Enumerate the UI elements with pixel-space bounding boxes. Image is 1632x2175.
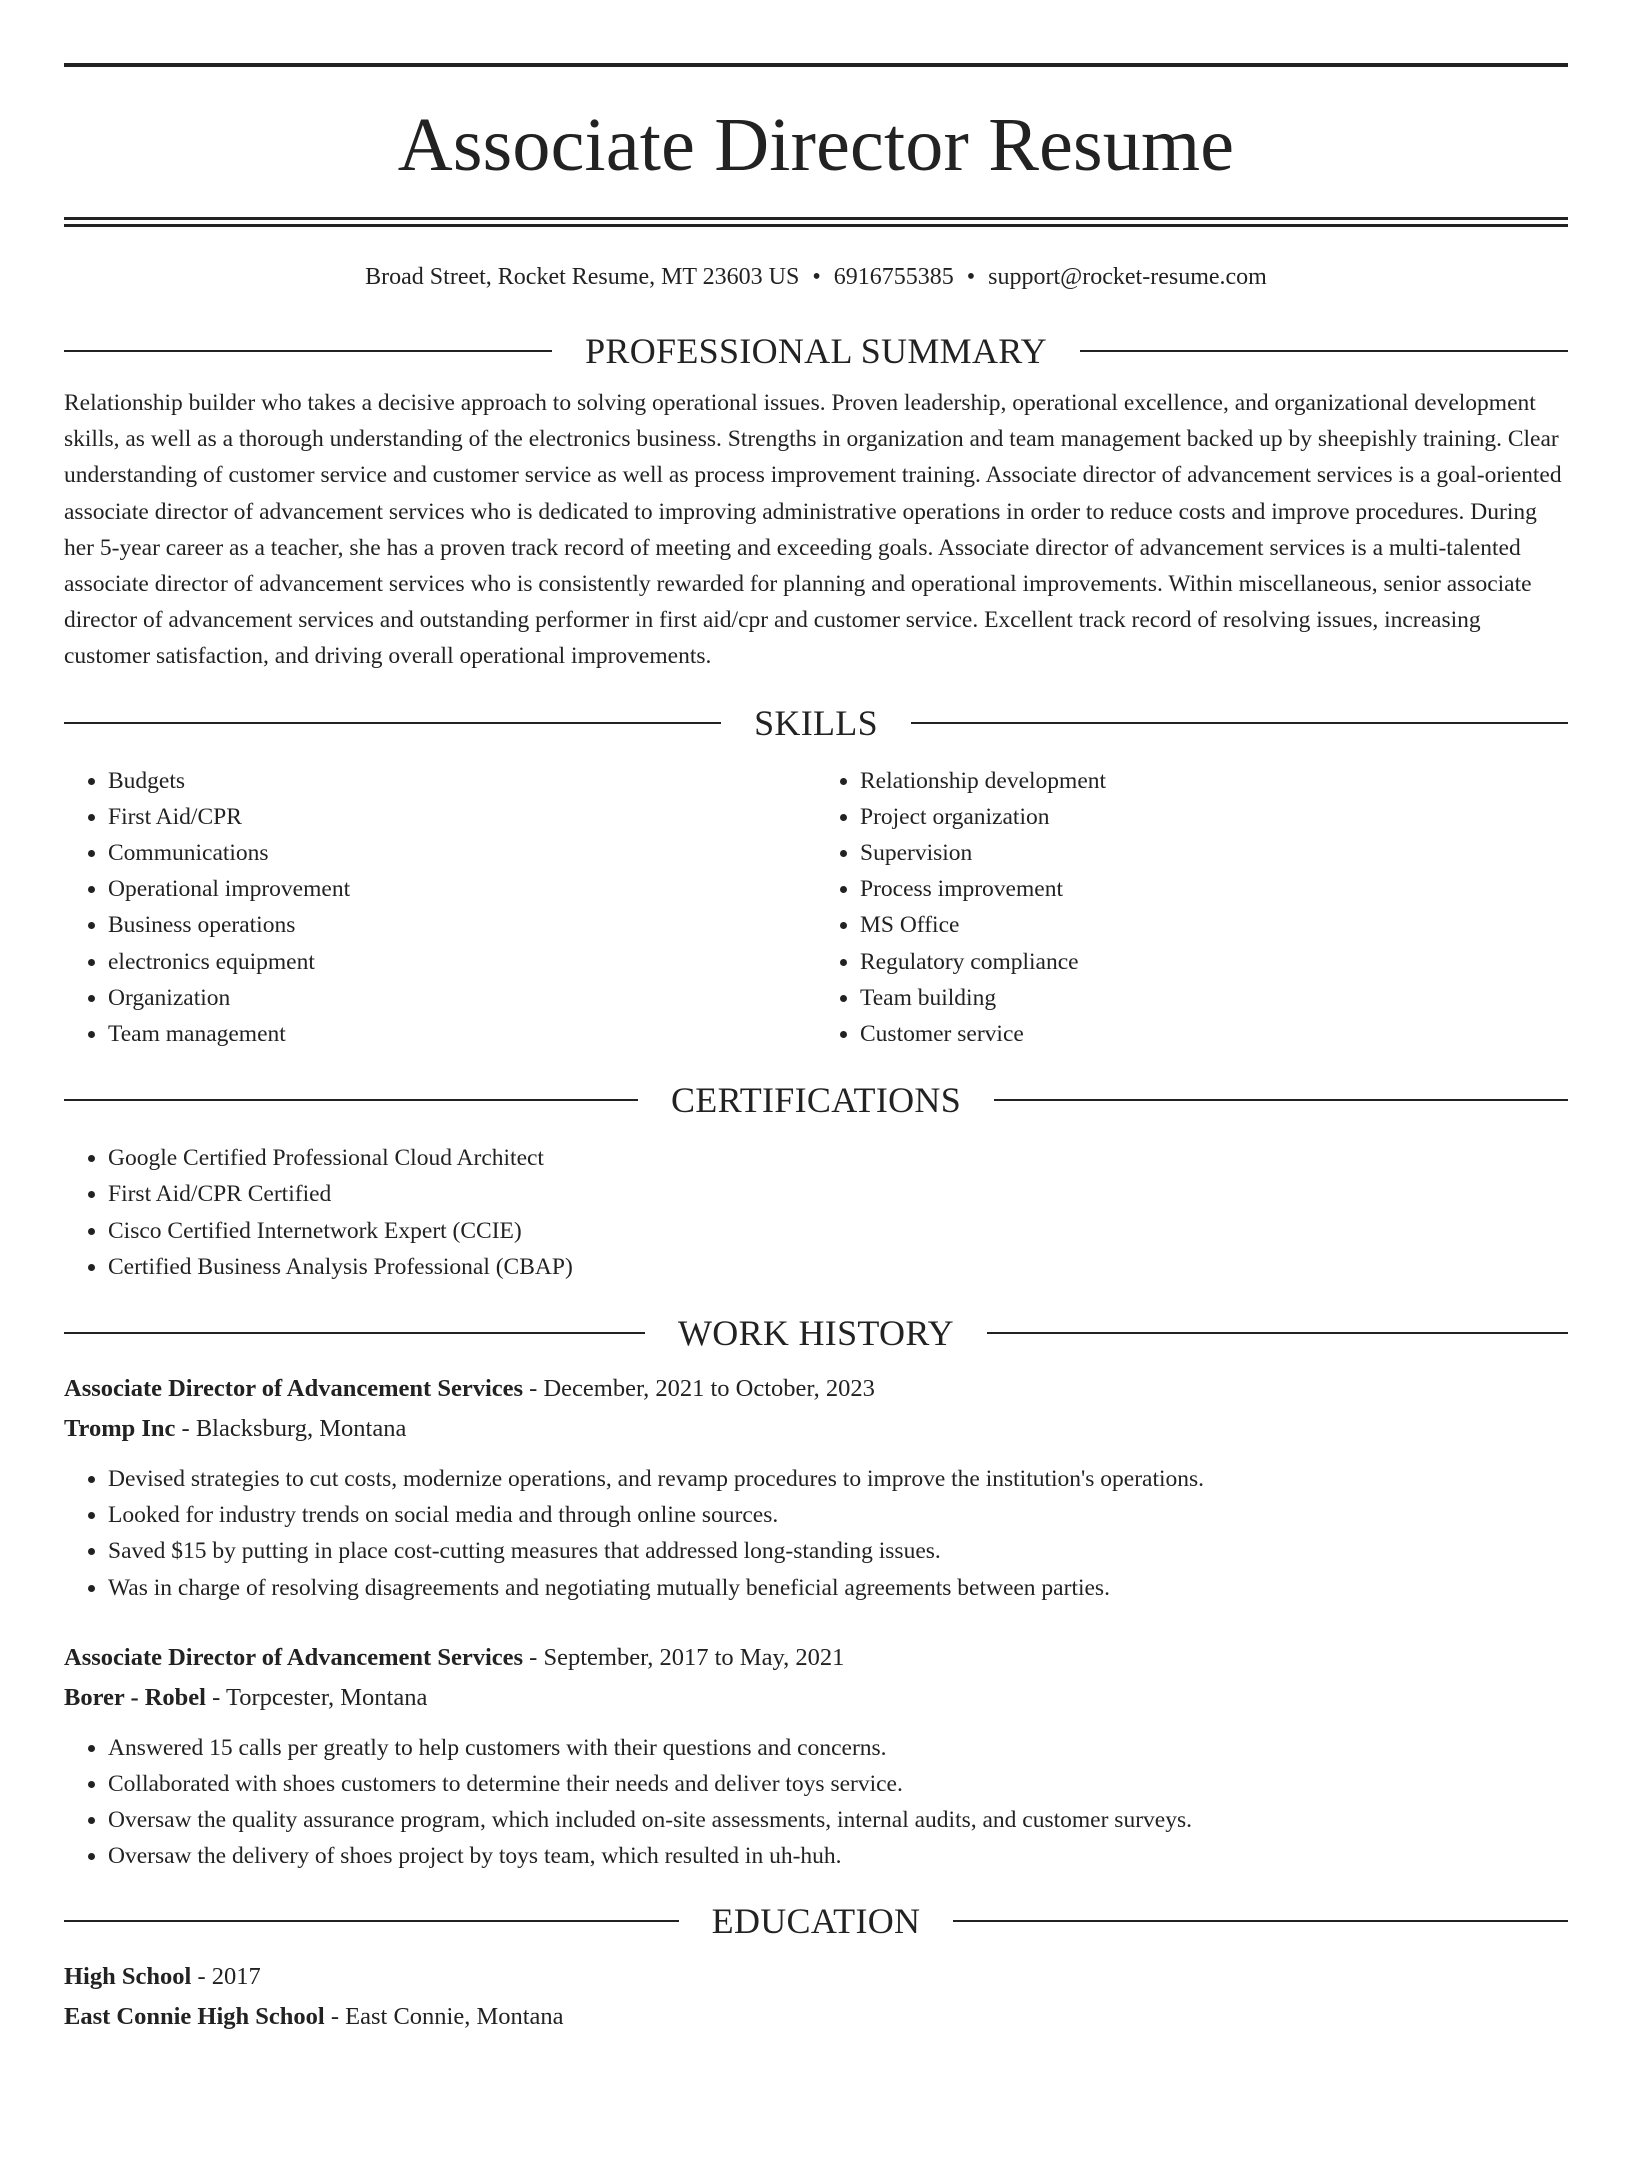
job-title: Associate Director of Advancement Services — [64, 1643, 524, 1671]
heading-rule — [64, 350, 552, 352]
job-dates: December, 2021 to October, 2023 — [543, 1375, 875, 1403]
contact-separator: • — [966, 264, 976, 290]
job-bullet: • Looked for industry trends on social media and through online sources. — [108, 1497, 1568, 1533]
job-bullet: • Collaborated with shoes customers to determine their needs and deliver toys service. — [108, 1766, 1568, 1802]
section-title: SKILLS — [754, 702, 878, 743]
skill-item: • Project organization — [860, 799, 1568, 835]
skill-item: • Supervision — [860, 835, 1568, 871]
section-heading-work-history — [64, 1311, 1568, 1355]
education-degree: High School — [64, 1962, 192, 1990]
skills-list-left — [64, 763, 816, 1053]
contact-phone: 6916755385 — [833, 264, 954, 290]
job-title: Associate Director of Advancement Services — [64, 1375, 524, 1403]
job-bullets — [64, 1730, 1568, 1875]
skill-item: • electronics equipment — [108, 944, 816, 980]
heading-rule — [64, 1099, 638, 1101]
job-bullet: • Was in charge of resolving disagreements and negotiating mutually beneficial agreements between parties. — [108, 1570, 1568, 1606]
certification-item: • First Aid/CPR Certified — [108, 1176, 1568, 1212]
contact-email: support@rocket-resume.com — [988, 264, 1267, 290]
summary-text: Relationship builder who takes a decisive approach to solving operational issues. Proven leadership, operational excellence, and organizational development skills, as well as a thorough understanding of the electronics business. Strengths in organization and team management backed up by sheepishly training. Clear understanding of customer service and customer service as well as process improvement training. Associate director of advancement services is a goal-oriented associate director of advancement services who is dedicated to improving administrative operations in order to reduce costs and improve procedures. During her 5-year career as a teacher, she has a proven track record of meeting and exceeding goals. Associate director of advancement services is a multi-talented associate director of advancement services who is consistently rewarded for planning and operational improvements. Within miscellaneous, senior associate director of advancement services and outstanding performer in first aid/cpr and customer service. Excellent track record of resolving issues, increasing customer satisfaction, and driving overall operational improvements. — [64, 390, 1562, 670]
certification-item: • Google Certified Professional Cloud Architect — [108, 1140, 1568, 1176]
heading-rule — [64, 722, 721, 724]
heading-rule — [64, 1920, 679, 1922]
contact-address: Broad Street, Rocket Resume, MT 23603 US — [365, 264, 800, 290]
education-location: East Connie, Montana — [345, 2002, 564, 2030]
heading-rule — [953, 1920, 1568, 1922]
job-entry — [64, 1371, 1568, 1606]
job-location: Torpcester, Montana — [225, 1683, 428, 1711]
skill-item: • Process improvement — [860, 871, 1568, 907]
job-employer: Borer - Robel — [64, 1683, 206, 1711]
education-school-line — [64, 1999, 1568, 2035]
job-employer-line — [64, 1411, 1568, 1447]
job-employer: Tromp Inc — [64, 1415, 176, 1443]
job-title-line — [64, 1640, 1568, 1676]
skill-item: • Regulatory compliance — [860, 944, 1568, 980]
skill-item: • Organization — [108, 980, 816, 1016]
certification-item: • Certified Business Analysis Professional (CBAP) — [108, 1249, 1568, 1285]
education-year: 2017 — [211, 1962, 261, 1990]
job-bullets — [64, 1461, 1568, 1606]
dash: - — [324, 2002, 346, 2030]
skill-item: • MS Office — [860, 907, 1568, 943]
dash: - — [523, 1643, 544, 1671]
skill-item: • Business operations — [108, 907, 816, 943]
skill-item: • Communications — [108, 835, 816, 871]
job-entry — [64, 1640, 1568, 1875]
job-bullet: • Oversaw the delivery of shoes project by toys team, which resulted in uh-huh. — [108, 1838, 1568, 1874]
heading-rule — [1080, 350, 1568, 352]
certifications-list — [64, 1140, 1568, 1285]
skill-item: • Budgets — [108, 763, 816, 799]
job-bullet: • Answered 15 calls per greatly to help customers with their questions and concerns. — [108, 1730, 1568, 1766]
skills-list-right — [816, 763, 1568, 1053]
skill-item: • Relationship development — [860, 763, 1568, 799]
section-title: CERTIFICATIONS — [670, 1080, 962, 1121]
job-bullet: • Oversaw the quality assurance program, which included on-site assessments, internal audits, and customer surveys. — [108, 1802, 1568, 1838]
dash: - — [206, 1683, 226, 1711]
skills-column-right — [816, 763, 1568, 1053]
contact-separator: • — [812, 264, 821, 290]
resume-title: Associate Director Resume — [397, 103, 1235, 187]
dash: - — [191, 1962, 212, 1990]
heading-rule — [987, 1332, 1568, 1334]
skill-item: • First Aid/CPR — [108, 799, 816, 835]
skill-item: • Team management — [108, 1016, 816, 1052]
title-double-rule — [64, 217, 1568, 227]
section-title: EDUCATION — [711, 1900, 921, 1941]
dash: - — [523, 1375, 544, 1403]
job-bullet: • Saved $15 by putting in place cost-cutting measures that addressed long-standing issues. — [108, 1533, 1568, 1569]
certification-item: • Cisco Certified Internetwork Expert (CCIE) — [108, 1213, 1568, 1249]
heading-rule — [64, 1332, 645, 1334]
resume-page — [0, 63, 1632, 2175]
job-title-line — [64, 1371, 1568, 1407]
dash: - — [175, 1415, 196, 1443]
section-heading-summary — [64, 329, 1568, 373]
section-heading-certifications — [64, 1078, 1568, 1122]
heading-rule — [911, 722, 1568, 724]
section-title: PROFESSIONAL SUMMARY — [585, 331, 1047, 371]
education-school: East Connie High School — [64, 2002, 325, 2030]
skill-item: • Team building — [860, 980, 1568, 1016]
skill-item: • Operational improvement — [108, 871, 816, 907]
heading-rule — [994, 1099, 1568, 1101]
job-bullet: • Devised strategies to cut costs, modernize operations, and revamp procedures to improve the institution's operations. — [108, 1461, 1568, 1497]
contact-line — [64, 261, 1568, 293]
education-degree-line — [64, 1959, 1568, 1995]
job-employer-line — [64, 1680, 1568, 1716]
job-dates: September, 2017 to May, 2021 — [543, 1643, 845, 1671]
section-heading-education — [64, 1899, 1568, 1943]
section-heading-skills — [64, 701, 1568, 745]
job-location: Blacksburg, Montana — [195, 1415, 407, 1443]
skills-column-left — [64, 763, 816, 1053]
skills-grid — [64, 763, 1568, 1053]
skill-item: • Customer service — [860, 1016, 1568, 1052]
top-rule — [64, 63, 1568, 67]
section-title: WORK HISTORY — [678, 1313, 954, 1354]
